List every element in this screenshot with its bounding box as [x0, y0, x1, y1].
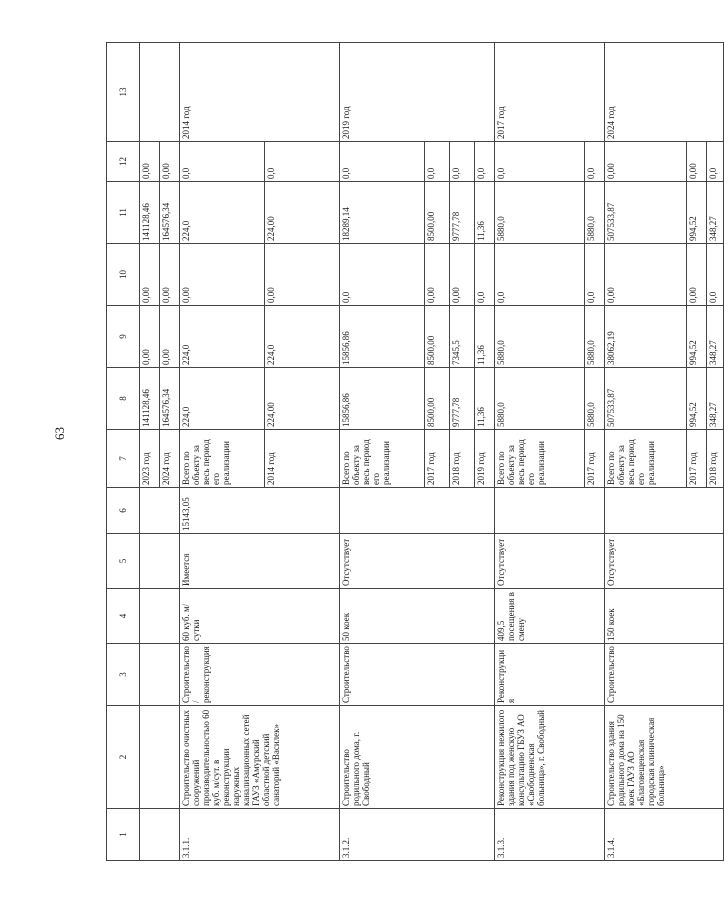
- table-body: [107, 43, 724, 861]
- value-col-9: 224,0: [180, 306, 265, 368]
- value-col-8: 507533,87: [605, 368, 687, 430]
- empty-cell-1: [140, 809, 180, 861]
- value-col-9: 15856,86: [340, 306, 425, 368]
- empty-cell-3: [140, 644, 180, 706]
- value-col-10: 0,0: [340, 244, 425, 306]
- construction-type: Реконструкция: [495, 644, 605, 706]
- completion-year: 2024 год: [605, 43, 724, 142]
- period-cell: 2018 год: [707, 430, 724, 488]
- value-col-11: 994,52: [687, 182, 707, 244]
- project-number: 3.1.4.: [605, 809, 724, 861]
- value-col-9: 7345,5: [450, 306, 475, 368]
- column-number-header: 4: [107, 589, 140, 644]
- design-documentation-status: Отсутствует: [605, 534, 724, 589]
- construction-type: Строительство/реконструкция: [180, 644, 340, 706]
- estimated-cost: [340, 488, 495, 534]
- value-col-10: 0,00: [265, 244, 340, 306]
- project-number: 3.1.2.: [340, 809, 495, 861]
- column-number-header: 10: [107, 244, 140, 306]
- value-col-12: 0,0: [475, 142, 495, 182]
- period-cell: Всего по объекту за весь период его реализации: [180, 430, 265, 488]
- project-number: 3.1.1.: [180, 809, 340, 861]
- column-number-header: 6: [107, 488, 140, 534]
- empty-cell-5: [140, 534, 180, 589]
- estimated-cost: 15143,05: [180, 488, 340, 534]
- column-number-header: 9: [107, 306, 140, 368]
- period-cell: Всего по объекту за весь период его реализации: [605, 430, 687, 488]
- value-col-10: 0,00: [140, 244, 160, 306]
- value-col-8: 9777,78: [450, 368, 475, 430]
- value-col-12: 0,00: [160, 142, 180, 182]
- value-col-12: 0,0: [340, 142, 425, 182]
- value-col-8: 5880,0: [495, 368, 585, 430]
- value-col-10: 0,00: [605, 244, 687, 306]
- empty-cell-13: [140, 43, 180, 142]
- completion-year: 2014 год: [180, 43, 340, 142]
- rotated-table-wrapper: [106, 43, 718, 861]
- value-col-12: 0,0: [265, 142, 340, 182]
- period-cell: 2017 год: [425, 430, 450, 488]
- project-row: [605, 43, 687, 861]
- project-row: [340, 43, 425, 861]
- value-col-12: 0,00: [687, 142, 707, 182]
- value-col-11: 164576,34: [160, 182, 180, 244]
- period-cell: Всего по объекту за весь период его реализации: [340, 430, 425, 488]
- value-col-8: 8500,00: [425, 368, 450, 430]
- value-col-9: 11,36: [475, 306, 495, 368]
- project-name: Строительство очистных сооружений производительностью 60 куб. м/сут. в реконструкции наружных канализационных сетей ГАУЗ «Амурский областной детский санаторий «Василек»: [180, 706, 340, 809]
- empty-cell-2: [140, 706, 180, 809]
- value-col-8: 224,00: [265, 368, 340, 430]
- value-col-12: 0,0: [450, 142, 475, 182]
- value-col-12: 0,00: [140, 142, 160, 182]
- value-col-12: 0,00: [605, 142, 687, 182]
- column-number-header: 12: [107, 142, 140, 182]
- value-col-10: 0,0: [585, 244, 605, 306]
- value-col-12: 0,0: [180, 142, 265, 182]
- project-name: Строительство родильного дома, г. Свободный: [340, 706, 495, 809]
- period-cell: 2019 год: [475, 430, 495, 488]
- design-documentation-status: Отсутствует: [340, 534, 495, 589]
- project-number: 3.1.3.: [495, 809, 605, 861]
- value-col-10: 0,00: [180, 244, 265, 306]
- value-col-10: 0,00: [160, 244, 180, 306]
- design-documentation-status: Отсутствует: [495, 534, 605, 589]
- value-col-8: 15856,86: [340, 368, 425, 430]
- value-col-9: 224,0: [265, 306, 340, 368]
- value-col-11: 8500,00: [425, 182, 450, 244]
- value-col-10: 0,0: [495, 244, 585, 306]
- value-col-8: 348,27: [707, 368, 724, 430]
- value-col-11: 11,36: [475, 182, 495, 244]
- column-number-header: 7: [107, 430, 140, 488]
- value-col-11: 18289,14: [340, 182, 425, 244]
- value-col-8: 5880,0: [585, 368, 605, 430]
- completion-year: 2019 год: [340, 43, 495, 142]
- value-col-11: 224,00: [265, 182, 340, 244]
- value-col-11: 141128,46: [140, 182, 160, 244]
- column-number-header: 1: [107, 809, 140, 861]
- project-capacity: 150 коек: [605, 589, 724, 644]
- period-cell: 2014 год: [265, 430, 340, 488]
- period-cell: Всего по объекту за весь период его реализации: [495, 430, 585, 488]
- value-col-12: 0,0: [495, 142, 585, 182]
- value-col-11: 5880,0: [585, 182, 605, 244]
- empty-cell-4: [140, 589, 180, 644]
- column-number-header: 11: [107, 182, 140, 244]
- value-col-10: 0,00: [450, 244, 475, 306]
- project-name: Реконструкция нежилого здания под женскую консультацию ГБУЗ АО «Свободненская больница», г. Свободный: [495, 706, 605, 809]
- value-col-8: 224,0: [180, 368, 265, 430]
- project-row: [180, 43, 265, 861]
- value-col-9: 0,00: [140, 306, 160, 368]
- period-cell: 2017 год: [585, 430, 605, 488]
- value-col-10: 0,0: [475, 244, 495, 306]
- construction-projects-table: [106, 42, 724, 861]
- estimated-cost: [605, 488, 724, 534]
- value-col-10: 0,00: [687, 244, 707, 306]
- period-cell: 2023 год: [140, 430, 160, 488]
- value-col-11: 348,27: [707, 182, 724, 244]
- period-cell: 2024 год: [160, 430, 180, 488]
- value-col-12: 0,0: [425, 142, 450, 182]
- value-col-9: 348,27: [707, 306, 724, 368]
- value-col-8: 141128,46: [140, 368, 160, 430]
- period-cell: 2018 год: [450, 430, 475, 488]
- value-col-9: 8500,00: [425, 306, 450, 368]
- value-col-8: 164576,34: [160, 368, 180, 430]
- value-col-12: 0,0: [585, 142, 605, 182]
- project-row: [495, 43, 585, 861]
- period-cell: 2017 год: [687, 430, 707, 488]
- completion-year: 2017 год: [495, 43, 605, 142]
- value-col-9: 38062,19: [605, 306, 687, 368]
- value-col-10: 0,00: [425, 244, 450, 306]
- value-col-11: 224,0: [180, 182, 265, 244]
- design-documentation-status: Имеется: [180, 534, 340, 589]
- page-number: 63: [52, 427, 67, 440]
- project-name: Строительство здания родильного дома на 150 коек ГАУЗ АО «Благовещенская городская клиническая больница»: [605, 706, 724, 809]
- column-number-header: 2: [107, 706, 140, 809]
- value-col-11: 507533,87: [605, 182, 687, 244]
- project-capacity: 60 куб. м/сутки: [180, 589, 340, 644]
- column-number-header: 3: [107, 644, 140, 706]
- value-col-11: 5880,0: [495, 182, 585, 244]
- value-col-9: 994,52: [687, 306, 707, 368]
- value-col-11: 9777,78: [450, 182, 475, 244]
- column-number-header: 5: [107, 534, 140, 589]
- value-col-8: 11,36: [475, 368, 495, 430]
- project-capacity: 409,5 посещения в смену: [495, 589, 605, 644]
- empty-cell-6: [140, 488, 180, 534]
- value-col-9: 5880,0: [585, 306, 605, 368]
- value-col-9: 5880,0: [495, 306, 585, 368]
- value-col-8: 994,52: [687, 368, 707, 430]
- estimated-cost: [495, 488, 605, 534]
- value-col-9: 0,00: [160, 306, 180, 368]
- project-capacity: 50 коек: [340, 589, 495, 644]
- header-row: [107, 43, 140, 861]
- continuation-row: [140, 43, 160, 861]
- construction-type: Строительство: [605, 644, 724, 706]
- column-number-header: 8: [107, 368, 140, 430]
- construction-type: Строительство: [340, 644, 495, 706]
- value-col-10: 0,0: [707, 244, 724, 306]
- column-number-header: 13: [107, 43, 140, 142]
- value-col-12: 0,0: [707, 142, 724, 182]
